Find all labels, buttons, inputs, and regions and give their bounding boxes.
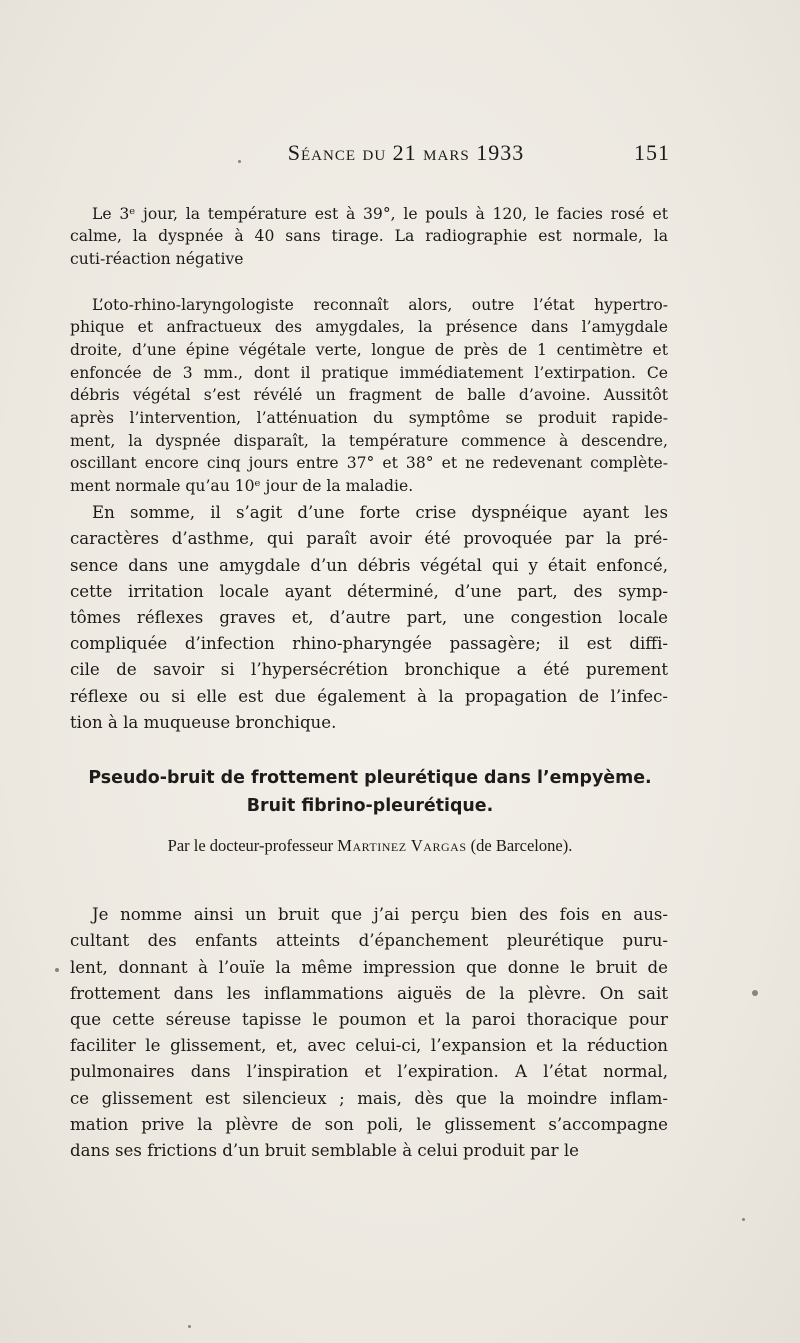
text-line: Je nomme ainsi un bruit que j’ai perçu bien des fois en aus- — [92, 905, 668, 925]
text-line: enfoncée de 3 mm., dont il pratique immédiatement l’extirpation. Ce — [70, 363, 668, 382]
text-line: pulmonaires dans l’inspiration et l’expiration. A l’état normal, — [70, 1062, 668, 1082]
text-line: débris végétal s’est révélé un fragment de balle d’avoine. Aussitôt — [70, 386, 668, 405]
byline-suffix: (de Barcelone). — [470, 836, 573, 855]
page-header — [70, 140, 670, 170]
text-line: droite, d’une épine végétale verte, longue de près de 1 centimètre et — [70, 340, 668, 359]
text-line: lent, donnant à l’ouïe la même impression que donne le bruit de — [70, 957, 668, 977]
byline-prefix: Par le docteur-professeur — [167, 836, 334, 855]
text-line: réflexe ou si elle est due également à la propagation de l’infec- — [70, 686, 668, 706]
paper-speck — [188, 1325, 191, 1328]
text-line: faciliter le glissement, et, avec celui-ci, l’expansion et la réduction — [70, 1036, 668, 1056]
text-line: que cette séreuse tapisse le poumon et la paroi thoracique pour — [70, 1010, 668, 1030]
page-number: 151 — [634, 140, 670, 165]
paragraph-summary-lines — [70, 500, 668, 736]
text-line: ce glissement est silencieux ; mais, dès que la moindre inflam- — [70, 1088, 668, 1108]
text-line: Le 3ᵉ jour, la température est à 39°, le pouls à 120, le facies rosé et — [92, 204, 668, 223]
text-line: tômes réflexes graves et, d’autre part, une congestion locale — [70, 608, 668, 628]
case-report-text — [70, 180, 668, 521]
paragraph-otolaryngologist — [70, 294, 668, 498]
text-line: ment, la dyspnée disparaît, la température commence à descendre, — [70, 431, 668, 450]
text-line: frottement dans les inflammations aiguës de la plèvre. On sait — [70, 983, 668, 1003]
text-line: oscillant encore cinq jours entre 37° et 38° et ne redevenant complète- — [70, 454, 668, 473]
text-line: En somme, il s’agit d’une forte crise dyspnéique ayant les — [92, 503, 668, 523]
text-line: cile de savoir si l’hypersécrétion bronchique a été purement — [70, 660, 668, 680]
text-line: phique et anfractueux des amygdales, la présence dans l’amygdale — [70, 318, 668, 337]
text-line: tion à la muqueuse bronchique. — [70, 712, 337, 732]
text-line: mation prive la plèvre de son poli, le glissement s’accompagne — [70, 1114, 668, 1134]
section-subtitle: Bruit fibrino-pleurétique. — [246, 796, 494, 816]
byline-author: Martinez Vargas — [337, 836, 467, 855]
running-title: Séance du 21 mars 1933 — [287, 140, 525, 165]
text-line: calme, la dyspnée à 40 sans tirage. La radiographie est normale, la — [70, 227, 668, 246]
paper-speck — [752, 990, 758, 996]
text-line: cuti-réaction négative — [70, 250, 244, 269]
paragraph-pseudo-bruit-lines — [70, 902, 668, 1164]
text-line: ment normale qu’au 10ᵉ jour de la maladie. — [70, 477, 414, 496]
text-line: caractères d’asthme, qui paraît avoir été provoquée par la pré- — [70, 529, 668, 549]
paragraph-pseudo-bruit — [70, 876, 668, 1190]
author-byline — [70, 836, 670, 856]
text-line: compliquée d’infection rhino-pharyngée passagère; il est diffi- — [70, 634, 668, 654]
text-line: L’oto-rhino-laryngologiste reconnaît alors, outre l’état hypertro- — [92, 295, 668, 314]
text-line: après l’intervention, l’atténuation du symptôme se produit rapide- — [70, 409, 668, 428]
text-line: dans ses frictions d’un bruit semblable à celui produit par le — [70, 1141, 580, 1161]
text-line: sence dans une amygdale d’un débris végétal qui y était enfoncé, — [70, 555, 668, 575]
paper-speck — [238, 160, 241, 163]
text-line: cette irritation locale ayant déterminé, d’une part, des symp- — [70, 581, 668, 601]
paper-speck — [742, 1218, 745, 1221]
text-line: cultant des enfants atteints d’épanchement pleurétique puru- — [70, 931, 668, 951]
paragraph-summary — [70, 474, 668, 762]
paragraph-temperature — [70, 203, 668, 271]
section-title: Pseudo-bruit de frottement pleurétique dans l’empyème. — [88, 768, 652, 788]
paper-speck — [55, 968, 59, 972]
